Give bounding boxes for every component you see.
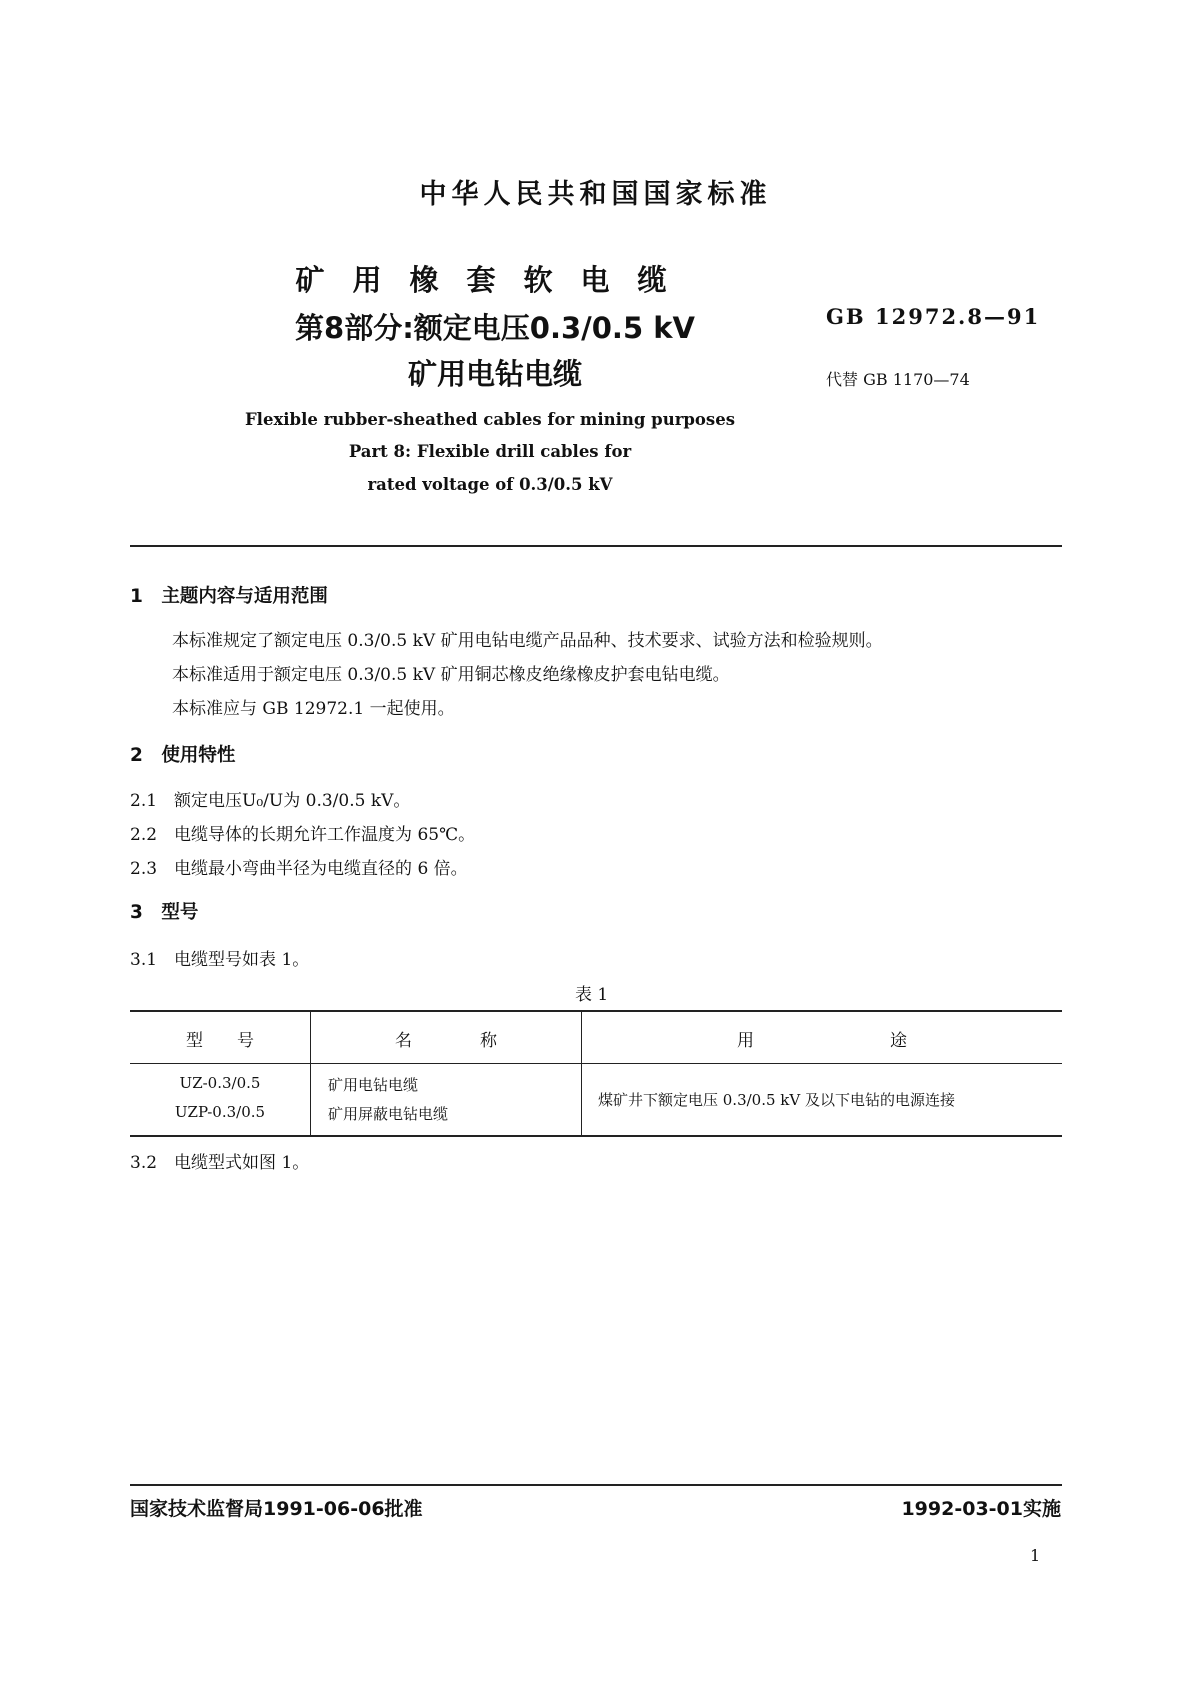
clause-3-1: 3.1 电缆型号如表 1。 <box>130 950 310 970</box>
replaces-standard: 代替 GB 1170—74 <box>826 370 970 389</box>
clause-3-2: 3.2 电缆型式如图 1。 <box>130 1153 310 1173</box>
standard-number: GB 12972.8—91 <box>826 304 1041 329</box>
standard-title-line1: 矿用橡套软电缆 <box>295 263 695 297</box>
section-1-heading: 1 主题内容与适用范围 <box>130 586 328 607</box>
header-divider <box>130 545 1062 547</box>
standard-title-line3: 矿用电钻电缆 <box>407 357 582 391</box>
approval-date: 国家技术监督局1991-06-06批准 <box>130 1498 423 1520</box>
table-cell-model: UZ-0.3/0.5 <box>179 1074 261 1092</box>
clause-2-2: 2.2 电缆导体的长期允许工作温度为 65℃。 <box>130 825 476 845</box>
table-caption: 表 1 <box>575 985 609 1005</box>
section-2-heading: 2 使用特性 <box>130 745 236 766</box>
clause-2-3: 2.3 电缆最小弯曲半径为电缆直径的 6 倍。 <box>130 859 468 879</box>
section-1-paragraph-3: 本标准应与 GB 12972.1 一起使用。 <box>172 699 455 719</box>
table-header-usage: 用 途 <box>737 1031 907 1051</box>
table-top-border <box>130 1010 1062 1012</box>
effective-date: 1992-03-01实施 <box>901 1498 1061 1520</box>
table-cell-usage: 煤矿井下额定电压 0.3/0.5 kV 及以下电钻的电源连接 <box>598 1091 955 1109</box>
table-header-model: 型 号 <box>186 1031 254 1051</box>
clause-2-1: 2.1 额定电压U₀/U为 0.3/0.5 kV。 <box>130 791 411 811</box>
table-header-name: 名 称 <box>395 1031 497 1051</box>
section-1-paragraph-1: 本标准规定了额定电压 0.3/0.5 kV 矿用电钻电缆产品品种、技术要求、试验方法和检验规则。 <box>172 631 883 651</box>
table-cell-name: 矿用电钻电缆 <box>328 1076 419 1094</box>
page-number: 1 <box>1030 1546 1041 1565</box>
national-standard-title: 中华人民共和国国家标准 <box>419 179 772 210</box>
table-cell-model: UZP-0.3/0.5 <box>174 1103 266 1121</box>
english-title-line3: rated voltage of 0.3/0.5 kV <box>367 475 613 494</box>
english-title-line2: Part 8: Flexible drill cables for <box>348 442 632 461</box>
table-cell-name: 矿用屏蔽电钻电缆 <box>328 1105 449 1123</box>
section-3-heading: 3 型号 <box>130 902 199 923</box>
english-title-line1: Flexible rubber-sheathed cables for mining purposes <box>244 410 736 429</box>
standard-title-line2: 第8部分:额定电压0.3/0.5 kV <box>295 311 695 345</box>
table-header-separator <box>130 1063 1062 1064</box>
table-bottom-border <box>130 1135 1062 1137</box>
footer-divider <box>130 1484 1062 1486</box>
section-1-paragraph-2: 本标准适用于额定电压 0.3/0.5 kV 矿用铜芯橡皮绝缘橡皮护套电钻电缆。 <box>172 665 730 685</box>
